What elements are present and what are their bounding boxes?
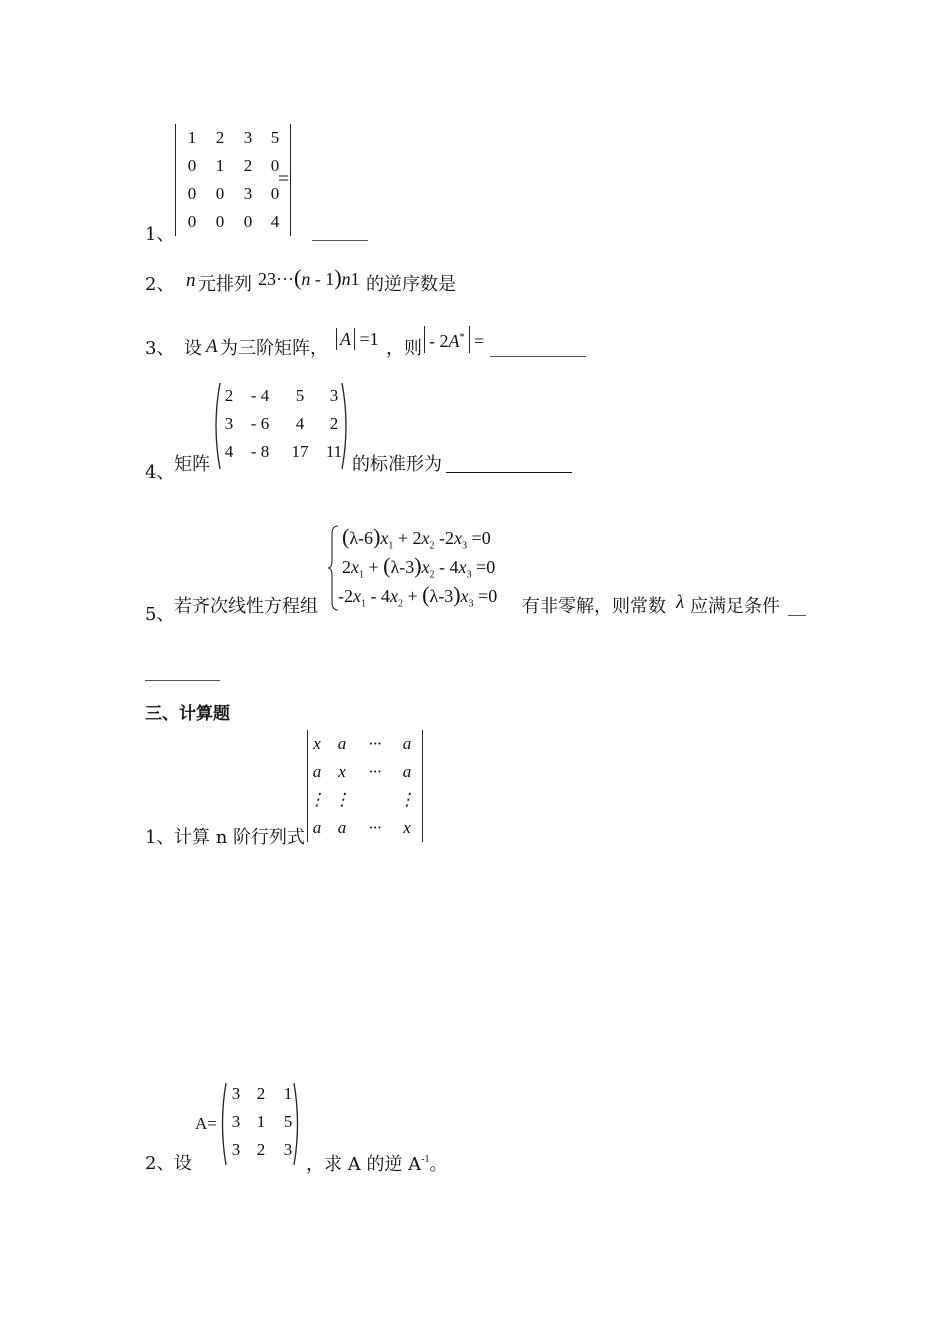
- q3-text3: ，则: [386, 338, 422, 359]
- q1-cell-1-0: 0: [187, 156, 197, 175]
- q3-text2: 为三阶矩阵，: [220, 338, 328, 359]
- q4-cell-1-0: 3: [224, 414, 234, 433]
- q4-number: 4、: [145, 462, 175, 483]
- c1-cell-0-2: ···: [368, 734, 382, 753]
- q4-cell-0-0: 2: [224, 386, 234, 405]
- c2-number: 2、: [145, 1153, 175, 1174]
- q4-cell-0-3: 3: [329, 386, 339, 405]
- c2-cell-0-2: 1: [283, 1084, 293, 1103]
- c1-cell-0-0: x: [313, 734, 321, 753]
- q3-var-a: A: [206, 336, 218, 357]
- c2-cell-0-1: 2: [256, 1084, 266, 1103]
- q4-cell-1-3: 2: [329, 414, 339, 433]
- c1-cell-3-1: a: [337, 818, 347, 837]
- c1-determinant: [307, 730, 423, 842]
- q4-cell-2-0: 4: [224, 442, 234, 461]
- q5-text1: 若齐次线性方程组: [174, 596, 318, 617]
- c1-cell-1-3: a: [402, 762, 412, 781]
- q4-cell-1-2: 4: [295, 414, 305, 433]
- q5-answer-blank-a: [788, 615, 806, 616]
- q4-cell-1-1: - 6: [250, 414, 270, 433]
- c1-text: 计算 n 阶行列式: [174, 827, 306, 848]
- c1-cell-2-2: [358, 786, 392, 814]
- c2-cell-1-2: 5: [283, 1112, 293, 1131]
- q5-text2: 有非零解，则常数: [522, 596, 666, 617]
- q5-equation-1: $(\lambda-6)x_1 + 2x_2$ $-2x_3 =0$: [342, 524, 491, 552]
- c2-cell-2-1: 2: [256, 1140, 266, 1159]
- q4-matrix: [220, 382, 350, 466]
- q4-cell-2-3: 11: [325, 442, 343, 461]
- q1-cell-0-1: 2: [215, 128, 225, 147]
- q3-text1: 设: [184, 338, 202, 359]
- q1-cell-2-1: 0: [215, 184, 225, 203]
- q1-cell-0-0: 1: [187, 128, 197, 147]
- q5-lambda: λ: [676, 592, 685, 613]
- c2-matrix: [225, 1080, 301, 1164]
- c1-cell-2-0: ⋮: [308, 790, 326, 809]
- c2-label: A=: [195, 1114, 217, 1133]
- q5-answer-blank-b: [145, 680, 220, 681]
- c1-cell-0-1: a: [337, 734, 347, 753]
- q4-cell-0-2: 5: [295, 386, 305, 405]
- q1-equals: =: [278, 168, 290, 190]
- q3-answer-blank: [490, 356, 586, 357]
- q4-text1: 矩阵: [174, 454, 210, 475]
- q2-permutation: 23···(n - 1)n1: [258, 265, 360, 290]
- section-title: 三、计算题: [145, 704, 230, 724]
- q2-var-n: n: [186, 270, 196, 291]
- c1-cell-0-3: a: [402, 734, 412, 753]
- q4-cell-0-1: - 4: [250, 386, 270, 405]
- c1-cell-1-1: x: [338, 762, 346, 781]
- q1-cell-1-1: 1: [215, 156, 225, 175]
- q4-answer-blank: [446, 472, 572, 473]
- q4-text2: 的标准形为: [352, 454, 442, 475]
- c1-cell-2-3: ⋮: [398, 790, 416, 809]
- c1-cell-3-0: a: [312, 818, 322, 837]
- q5-equation-2: $2x_1 + (\lambda-3)x_2 - 4x_3 =0$: [342, 553, 496, 581]
- c1-cell-3-2: ···: [368, 818, 382, 837]
- c1-cell-1-0: a: [312, 762, 322, 781]
- c2-cell-2-0: 3: [231, 1140, 241, 1159]
- q1-cell-1-3: 0: [270, 156, 280, 175]
- q1-number: 1、: [145, 224, 175, 245]
- q1-cell-3-3: 4: [270, 212, 280, 231]
- q1-cell-0-3: 5: [270, 128, 280, 147]
- q1-cell-2-3: 0: [270, 184, 280, 203]
- q1-cell-1-2: 2: [243, 156, 253, 175]
- c1-cell-1-2: ···: [368, 762, 382, 781]
- q2-text1: 元排列: [198, 274, 252, 295]
- q5-equation-3: $-2x_1 - 4x_2 + (\lambda-3)x_3 =0$: [338, 582, 498, 610]
- q5-text3: 应满足条件: [690, 596, 780, 617]
- q1-cell-3-0: 0: [187, 212, 197, 231]
- c2-cell-0-0: 3: [231, 1084, 241, 1103]
- q1-cell-3-1: 0: [215, 212, 225, 231]
- q2-text2: 的逆序数是: [366, 274, 456, 295]
- q1-answer-blank: [312, 240, 368, 241]
- c2-cell-1-1: 1: [256, 1112, 266, 1131]
- q2-number: 2、: [145, 274, 175, 295]
- q1-determinant: [175, 124, 291, 236]
- q3-condition: A =1: [336, 328, 379, 350]
- q4-cell-2-1: - 8: [250, 442, 270, 461]
- c2-text2: ，求 A 的逆 $A^{-1}$。: [306, 1154, 448, 1175]
- c1-cell-3-3: x: [403, 818, 411, 837]
- c2-text1: 设: [174, 1153, 192, 1174]
- c2-cell-2-2: 3: [283, 1140, 293, 1159]
- q1-cell-0-2: 3: [243, 128, 253, 147]
- q1-cell-2-2: 3: [243, 184, 253, 203]
- q4-cell-2-2: 17: [291, 442, 309, 461]
- c2-cell-1-0: 3: [231, 1112, 241, 1131]
- q1-cell-2-0: 0: [187, 184, 197, 203]
- q3-number: 3、: [145, 338, 175, 359]
- q3-expression: - 2A* =: [424, 326, 484, 353]
- c1-cell-2-1: ⋮: [333, 790, 351, 809]
- c1-number: 1、: [145, 827, 175, 848]
- q5-number: 5、: [145, 604, 175, 625]
- q1-cell-3-2: 0: [243, 212, 253, 231]
- c2-superscript: -1: [421, 1154, 430, 1165]
